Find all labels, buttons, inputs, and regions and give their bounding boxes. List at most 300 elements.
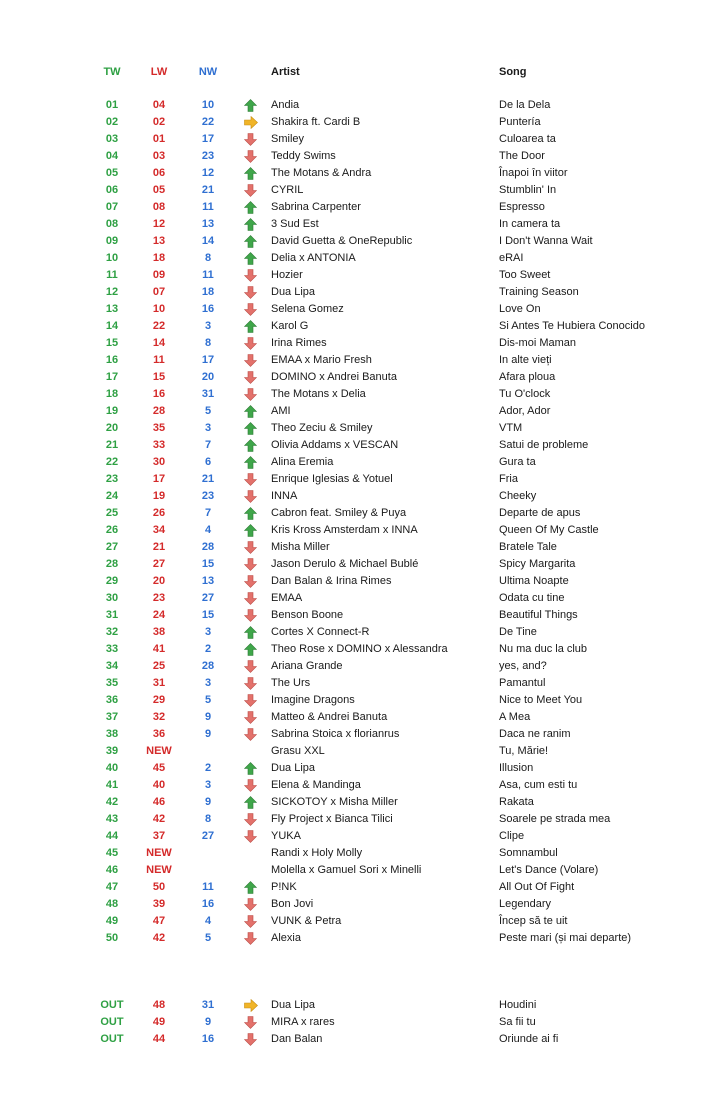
song-title: eRAI — [499, 252, 524, 264]
last-week-position: 49 — [152, 1016, 166, 1028]
this-week-position: 18 — [105, 388, 119, 400]
song-title: Stumblin' In — [499, 184, 557, 196]
artist-name: MIRA x rares — [271, 1016, 335, 1028]
chart-row — [0, 165, 715, 182]
artist-name: Dan Balan — [271, 1033, 323, 1045]
chart-row — [0, 879, 715, 896]
last-week-position: 01 — [152, 133, 166, 145]
arrow-down-icon — [244, 728, 258, 741]
last-week-position: 19 — [152, 490, 166, 502]
song-title: Afara ploua — [499, 371, 556, 383]
weeks-on-chart: 11 — [202, 201, 214, 213]
last-week-position: 07 — [152, 286, 166, 298]
arrow-down-icon — [244, 303, 258, 316]
last-week-position: 32 — [152, 711, 166, 723]
this-week-position: 20 — [105, 422, 119, 434]
this-week-position: 11 — [106, 269, 118, 281]
last-week-position: 27 — [152, 558, 166, 570]
chart-row — [0, 726, 715, 743]
chart-row — [0, 641, 715, 658]
last-week-position: 39 — [152, 898, 166, 910]
weeks-on-chart: 6 — [204, 456, 212, 468]
song-title: In camera ta — [499, 218, 561, 230]
last-week-position: 48 — [152, 999, 166, 1011]
arrow-up-icon — [244, 201, 258, 214]
weeks-on-chart: 16 — [201, 898, 215, 910]
this-week-position: 31 — [105, 609, 119, 621]
artist-name: Theo Zeciu & Smiley — [271, 422, 373, 434]
weeks-on-chart — [192, 845, 224, 862]
last-week-position: 17 — [152, 473, 166, 485]
song-title: yes, and? — [499, 660, 547, 672]
song-title: Tu O'clock — [499, 388, 551, 400]
this-week-position: 49 — [105, 915, 119, 927]
last-week-position: 18 — [152, 252, 166, 264]
artist-name: Hozier — [271, 269, 303, 281]
arrow-up-icon — [244, 439, 258, 452]
chart-row — [0, 845, 715, 862]
chart-row — [0, 624, 715, 641]
chart-row — [0, 777, 715, 794]
chart-row — [0, 437, 715, 454]
chart-row — [0, 199, 715, 216]
artist-name: SICKOTOY x Misha Miller — [271, 796, 398, 808]
this-week-position: 44 — [105, 830, 119, 842]
song-title: Culoarea ta — [499, 133, 556, 145]
weeks-on-chart: 3 — [204, 422, 212, 434]
artist-name: Teddy Swims — [271, 150, 336, 162]
weeks-on-chart: 2 — [204, 762, 212, 774]
weeks-on-chart: 11 — [202, 269, 214, 281]
chart-row — [0, 420, 715, 437]
arrow-down-icon — [244, 150, 258, 163]
this-week-position: 23 — [105, 473, 119, 485]
weeks-on-chart: 3 — [204, 677, 212, 689]
arrow-up-icon — [244, 405, 258, 418]
artist-name: Elena & Mandinga — [271, 779, 361, 791]
chart-row — [0, 216, 715, 233]
song-title: Înapoi în viitor — [499, 167, 568, 179]
this-week-position: 48 — [105, 898, 119, 910]
this-week-position: 13 — [105, 303, 119, 315]
weeks-on-chart: 31 — [201, 388, 215, 400]
weeks-on-chart: 18 — [201, 286, 215, 298]
artist-name: Imagine Dragons — [271, 694, 355, 706]
song-title: Odata cu tine — [499, 592, 565, 604]
last-week-position: 10 — [152, 303, 166, 315]
this-week-position: 08 — [105, 218, 119, 230]
arrow-right-icon — [244, 999, 258, 1012]
artist-name: The Urs — [271, 677, 311, 689]
arrow-down-icon — [244, 337, 258, 350]
chart-row — [0, 828, 715, 845]
weeks-on-chart: 9 — [204, 796, 212, 808]
chart-row — [0, 114, 715, 131]
chart-row — [0, 369, 715, 386]
this-week-position: 14 — [105, 320, 119, 332]
artist-name: Grasu XXL — [271, 745, 325, 757]
weeks-on-chart — [192, 743, 224, 760]
artist-name: Shakira ft. Cardi B — [271, 116, 361, 128]
arrow-down-icon — [244, 473, 258, 486]
chart-row — [0, 488, 715, 505]
song-title: Cheeky — [499, 490, 537, 502]
last-week-position: 41 — [152, 643, 166, 655]
song-title: Fria — [499, 473, 518, 485]
song-title: Tu, Mărie! — [499, 745, 549, 757]
song-title: Ador, Ador — [499, 405, 551, 417]
last-week-position: 38 — [152, 626, 166, 638]
weeks-on-chart: 4 — [204, 524, 212, 536]
chart-row — [0, 556, 715, 573]
chart-row — [0, 590, 715, 607]
artist-name: Karol G — [271, 320, 309, 332]
song-title: Puntería — [499, 116, 541, 128]
chart-row — [0, 131, 715, 148]
this-week-position: 37 — [105, 711, 119, 723]
chart-row — [0, 573, 715, 590]
arrow-up-icon — [244, 167, 258, 180]
last-week-position: 42 — [152, 932, 166, 944]
song-title: Legendary — [499, 898, 551, 910]
no-trend-icon — [244, 745, 258, 758]
arrow-up-icon — [244, 524, 258, 537]
chart-row — [0, 760, 715, 777]
weeks-on-chart: 3 — [204, 320, 212, 332]
chart-row — [0, 862, 715, 879]
weeks-on-chart: 21 — [201, 473, 215, 485]
weeks-on-chart: 13 — [201, 575, 215, 587]
arrow-down-icon — [244, 694, 258, 707]
chart-row — [0, 97, 715, 114]
this-week-position: 07 — [105, 201, 119, 213]
weeks-on-chart: 5 — [204, 694, 212, 706]
artist-name: EMAA — [271, 592, 303, 604]
weeks-on-chart: 31 — [201, 999, 215, 1011]
chart-row — [0, 267, 715, 284]
song-title: Somnambul — [499, 847, 558, 859]
arrow-down-icon — [244, 354, 258, 367]
song-title: Dis-moi Maman — [499, 337, 577, 349]
weeks-on-chart: 9 — [204, 711, 212, 723]
out-row — [0, 1014, 715, 1031]
last-week-position: 02 — [152, 116, 166, 128]
this-week-position: 43 — [105, 813, 119, 825]
this-week-position: 19 — [105, 405, 119, 417]
chart-row — [0, 148, 715, 165]
this-week-position: 06 — [105, 184, 119, 196]
artist-name: The Motans & Andra — [271, 167, 372, 179]
song-title: Pamantul — [499, 677, 546, 689]
last-week-position: 30 — [152, 456, 166, 468]
weeks-on-chart: 13 — [201, 218, 215, 230]
arrow-down-icon — [244, 269, 258, 282]
artist-name: The Motans x Delia — [271, 388, 366, 400]
artist-name: Sabrina Carpenter — [271, 201, 361, 213]
artist-name: Irina Rimes — [271, 337, 327, 349]
this-week-position: 02 — [105, 116, 119, 128]
arrow-down-icon — [244, 932, 258, 945]
song-title: Spicy Margarita — [499, 558, 576, 570]
this-week-position: 24 — [105, 490, 119, 502]
this-week-position: 12 — [105, 286, 119, 298]
last-week-position: 44 — [152, 1033, 166, 1045]
this-week-position: 22 — [105, 456, 119, 468]
artist-name: EMAA x Mario Fresh — [271, 354, 372, 366]
weeks-on-chart: 8 — [204, 252, 212, 264]
this-week-position: 45 — [105, 847, 119, 859]
last-week-position: NEW — [146, 864, 172, 876]
arrow-up-icon — [244, 796, 258, 809]
artist-name: VUNK & Petra — [271, 915, 342, 927]
arrow-down-icon — [244, 490, 258, 503]
artist-name: Jason Derulo & Michael Bublé — [271, 558, 419, 570]
artist-name: Benson Boone — [271, 609, 344, 621]
arrow-down-icon — [244, 592, 258, 605]
this-week-position: 38 — [105, 728, 119, 740]
song-title: Soarele pe strada mea — [499, 813, 611, 825]
artist-name: David Guetta & OneRepublic — [271, 235, 413, 247]
this-week-position: 35 — [105, 677, 119, 689]
weeks-on-chart: 16 — [201, 303, 215, 315]
artist-name: Dan Balan & Irina Rimes — [271, 575, 392, 587]
last-week-position: 35 — [152, 422, 166, 434]
arrow-down-icon — [244, 184, 258, 197]
this-week-position: 41 — [105, 779, 119, 791]
weeks-on-chart: 7 — [204, 439, 212, 451]
last-week-position: 15 — [152, 371, 166, 383]
chart-row — [0, 233, 715, 250]
song-title: VTM — [499, 422, 523, 434]
last-week-position: 03 — [152, 150, 166, 162]
weeks-on-chart: 7 — [204, 507, 212, 519]
weeks-on-chart: 4 — [204, 915, 212, 927]
arrow-down-icon — [244, 677, 258, 690]
arrow-down-icon — [244, 609, 258, 622]
artist-name: Delia x ANTONIA — [271, 252, 356, 264]
artist-name: CYRIL — [271, 184, 304, 196]
weeks-on-chart: 8 — [204, 337, 212, 349]
chart-row — [0, 539, 715, 556]
last-week-position: 28 — [152, 405, 166, 417]
this-week-position: 03 — [105, 133, 119, 145]
arrow-up-icon — [244, 252, 258, 265]
song-title: Love On — [499, 303, 541, 315]
artist-name: Sabrina Stoica x florianrus — [271, 728, 400, 740]
song-title: Houdini — [499, 999, 537, 1011]
weeks-on-chart: 28 — [201, 541, 215, 553]
artist-name: Randi x Holy Molly — [271, 847, 363, 859]
weeks-on-chart: 3 — [204, 626, 212, 638]
chart-row — [0, 743, 715, 760]
song-title: Nu ma duc la club — [499, 643, 588, 655]
no-trend-icon — [244, 864, 258, 877]
arrow-down-icon — [244, 830, 258, 843]
arrow-up-icon — [244, 320, 258, 333]
last-week-position: 42 — [152, 813, 166, 825]
arrow-down-icon — [244, 813, 258, 826]
weeks-on-chart: 12 — [201, 167, 215, 179]
arrow-up-icon — [244, 643, 258, 656]
arrow-down-icon — [244, 1033, 258, 1046]
song-title: Departe de apus — [499, 507, 581, 519]
arrow-down-icon — [244, 779, 258, 792]
out-row — [0, 997, 715, 1014]
artist-name: Kris Kross Amsterdam x INNA — [271, 524, 418, 536]
chart-row — [0, 607, 715, 624]
last-week-position: 13 — [152, 235, 166, 247]
weeks-on-chart: 17 — [201, 133, 215, 145]
header-artist: Artist — [271, 66, 300, 78]
chart-row — [0, 658, 715, 675]
weeks-on-chart: 8 — [204, 813, 212, 825]
arrow-down-icon — [244, 541, 258, 554]
arrow-up-icon — [244, 235, 258, 248]
arrow-down-icon — [244, 575, 258, 588]
artist-name: Olivia Addams x VESCAN — [271, 439, 399, 451]
artist-name: Selena Gomez — [271, 303, 344, 315]
chart-row — [0, 182, 715, 199]
this-week-position: 32 — [105, 626, 119, 638]
weeks-on-chart: 27 — [201, 592, 215, 604]
last-week-position: 06 — [152, 167, 166, 179]
song-title: Peste mari (și mai departe) — [499, 932, 632, 944]
this-week-position: 34 — [105, 660, 119, 672]
last-week-position: 31 — [152, 677, 166, 689]
song-title: Illusion — [499, 762, 534, 774]
song-title: Too Sweet — [499, 269, 551, 281]
last-week-position: 34 — [152, 524, 166, 536]
weeks-on-chart: 27 — [201, 830, 215, 842]
this-week-position: 21 — [105, 439, 119, 451]
artist-name: Enrique Iglesias & Yotuel — [271, 473, 393, 485]
this-week-position: 04 — [105, 150, 119, 162]
weeks-on-chart: 16 — [201, 1033, 215, 1045]
last-week-position: 45 — [152, 762, 166, 774]
weeks-on-chart: 15 — [201, 609, 215, 621]
chart-row — [0, 454, 715, 471]
last-week-position: 11 — [153, 354, 165, 366]
song-title: Asa, cum esti tu — [499, 779, 578, 791]
weeks-on-chart: 17 — [201, 354, 215, 366]
last-week-position: 16 — [152, 388, 166, 400]
this-week-position: 42 — [105, 796, 119, 808]
last-week-position: 20 — [152, 575, 166, 587]
this-week-position: 40 — [105, 762, 119, 774]
arrow-down-icon — [244, 915, 258, 928]
artist-name: Theo Rose x DOMINO x Alessandra — [271, 643, 448, 655]
last-week-position: 33 — [152, 439, 166, 451]
last-week-position: 12 — [152, 218, 166, 230]
this-week-position: 01 — [105, 99, 119, 111]
this-week-position: OUT — [100, 1033, 124, 1045]
last-week-position: 05 — [152, 184, 166, 196]
artist-name: Smiley — [271, 133, 305, 145]
chart-row — [0, 318, 715, 335]
weeks-on-chart: 23 — [201, 150, 215, 162]
last-week-position: 09 — [152, 269, 166, 281]
last-week-position: NEW — [146, 745, 172, 757]
artist-name: Matteo & Andrei Banuta — [271, 711, 388, 723]
song-title: De Tine — [499, 626, 537, 638]
artist-name: Alexia — [271, 932, 301, 944]
this-week-position: 29 — [105, 575, 119, 587]
last-week-position: 08 — [152, 201, 166, 213]
arrow-up-icon — [244, 422, 258, 435]
arrow-down-icon — [244, 711, 258, 724]
song-title: Satui de probleme — [499, 439, 589, 451]
chart-row — [0, 403, 715, 420]
arrow-down-icon — [244, 1016, 258, 1029]
artist-name: Cortes X Connect-R — [271, 626, 370, 638]
chart-row — [0, 471, 715, 488]
artist-name: Molella x Gamuel Sori x Minelli — [271, 864, 422, 876]
this-week-position: OUT — [100, 999, 124, 1011]
chart-row — [0, 250, 715, 267]
arrow-up-icon — [244, 881, 258, 894]
weeks-on-chart: 9 — [204, 1016, 212, 1028]
artist-name: 3 Sud Est — [271, 218, 319, 230]
weeks-on-chart: 9 — [204, 728, 212, 740]
last-week-position: 25 — [152, 660, 166, 672]
arrow-up-icon — [244, 218, 258, 231]
song-title: Let's Dance (Volare) — [499, 864, 599, 876]
this-week-position: 33 — [105, 643, 119, 655]
weeks-on-chart: 3 — [204, 779, 212, 791]
this-week-position: 46 — [105, 864, 119, 876]
arrow-up-icon — [244, 99, 258, 112]
song-title: Beautiful Things — [499, 609, 578, 621]
weeks-on-chart: 22 — [201, 116, 215, 128]
artist-name: Dua Lipa — [271, 762, 316, 774]
artist-name: AMI — [271, 405, 291, 417]
header-tw: TW — [103, 66, 121, 78]
song-title: Bratele Tale — [499, 541, 557, 553]
last-week-position: 46 — [152, 796, 166, 808]
arrow-down-icon — [244, 371, 258, 384]
weeks-on-chart: 23 — [201, 490, 215, 502]
song-title: In alte vieți — [499, 354, 552, 366]
artist-name: YUKA — [271, 830, 301, 842]
arrow-up-icon — [244, 456, 258, 469]
header-lw: LW — [150, 66, 168, 78]
chart-row — [0, 930, 715, 947]
this-week-position: 17 — [105, 371, 119, 383]
chart-row — [0, 913, 715, 930]
last-week-position: NEW — [146, 847, 172, 859]
chart-row — [0, 505, 715, 522]
chart-row — [0, 386, 715, 403]
arrow-right-icon — [244, 116, 258, 129]
artist-name: Cabron feat. Smiley & Puya — [271, 507, 407, 519]
chart-row — [0, 352, 715, 369]
artist-name: Ariana Grande — [271, 660, 343, 672]
header-nw: NW — [198, 66, 218, 78]
last-week-position: 36 — [152, 728, 166, 740]
arrow-down-icon — [244, 898, 258, 911]
song-title: Clipe — [499, 830, 525, 842]
song-title: Nice to Meet You — [499, 694, 583, 706]
last-week-position: 23 — [152, 592, 166, 604]
artist-name: Dua Lipa — [271, 286, 316, 298]
chart-row — [0, 675, 715, 692]
song-title: Ultima Noapte — [499, 575, 569, 587]
header-song: Song — [499, 66, 527, 78]
this-week-position: OUT — [100, 1016, 124, 1028]
song-title: Training Season — [499, 286, 579, 298]
weeks-on-chart: 28 — [201, 660, 215, 672]
song-title: Rakata — [499, 796, 534, 808]
